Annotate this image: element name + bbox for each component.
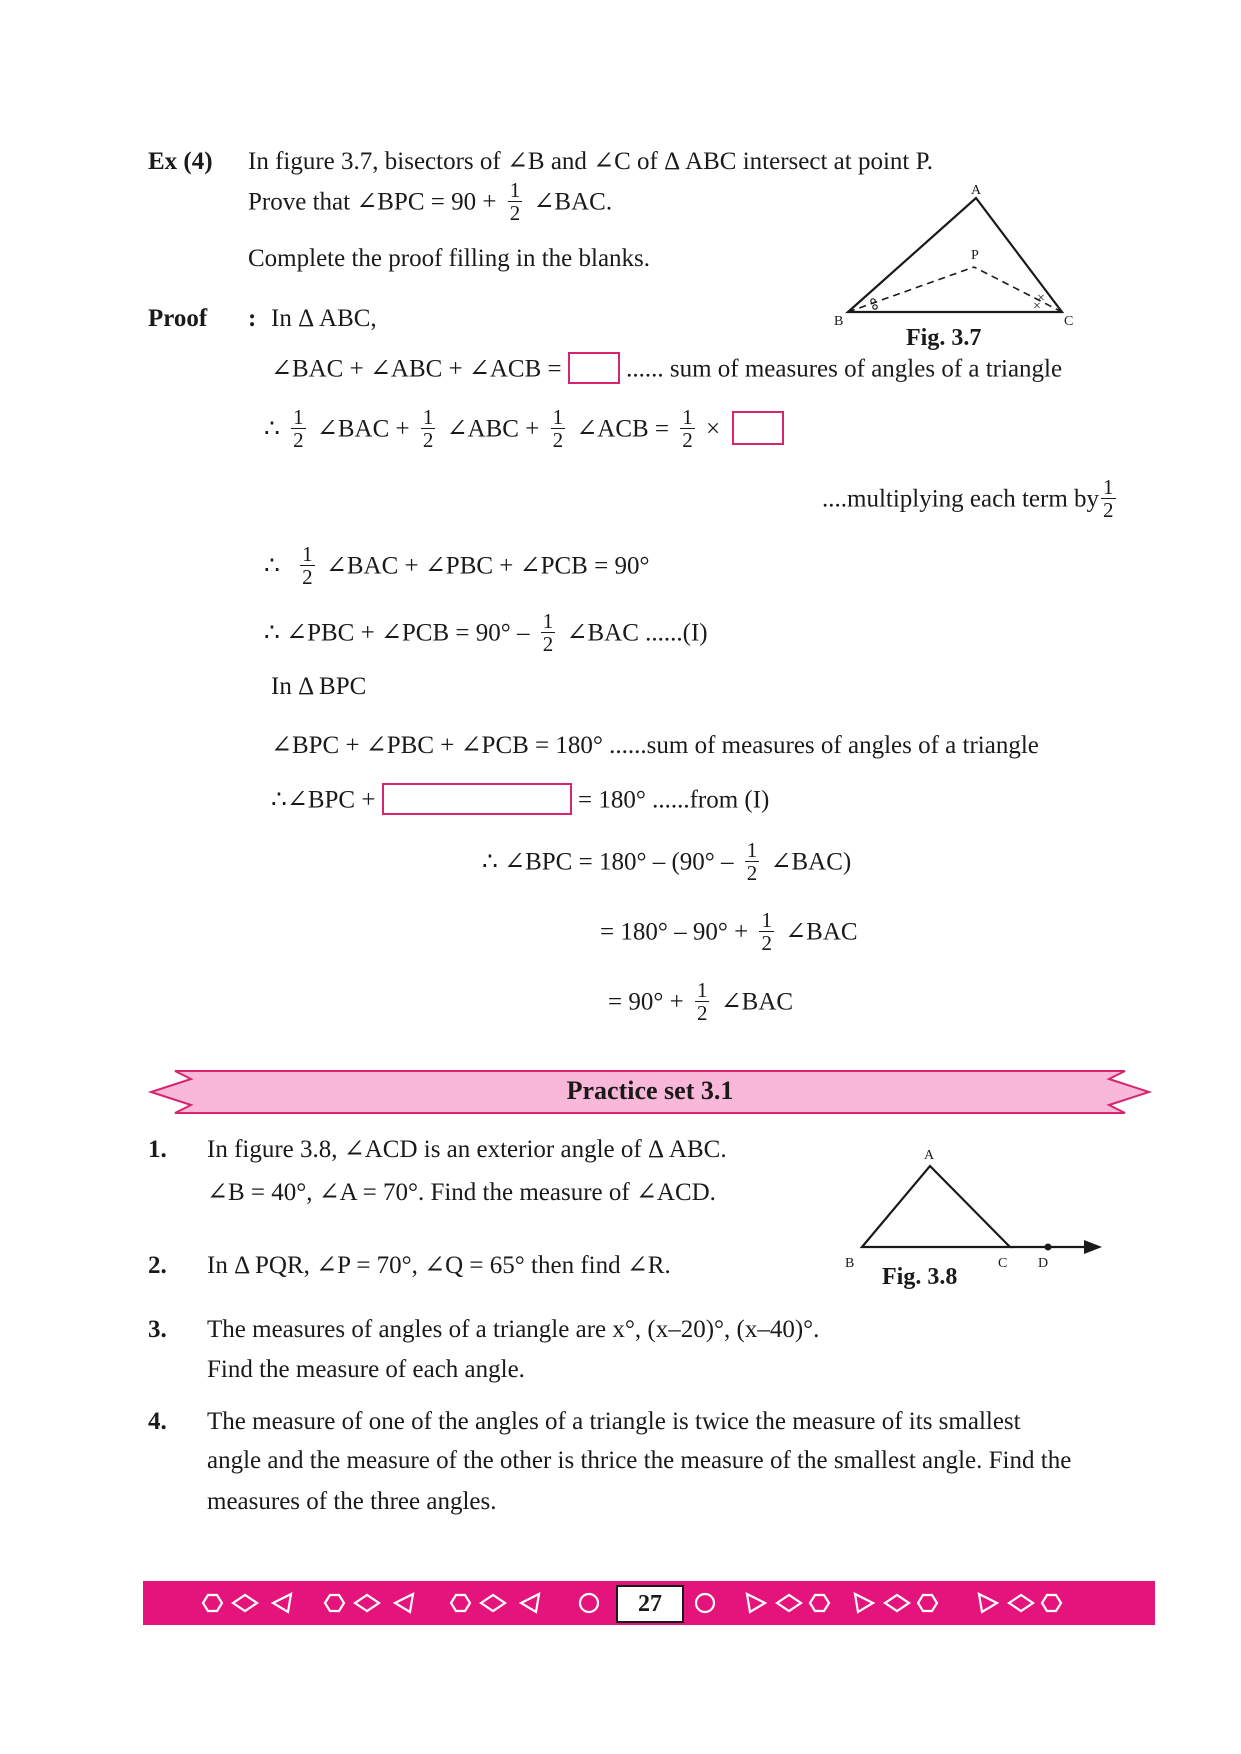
triangle-abc-fig38: [862, 1166, 1010, 1247]
proof-step-5: In Δ BPC: [271, 673, 367, 700]
q4-line-1: The measure of one of the angles of a triangle is twice the measure of its smallest: [207, 1408, 1021, 1435]
step7-text: ∴∠BPC +: [271, 786, 376, 814]
prove-text-end: ∠BAC.: [533, 188, 613, 216]
step2-term-c: ∠ACB =: [576, 415, 670, 443]
step1-reason: ...... sum of measures of angles of a triangle: [626, 355, 1063, 383]
step9-text-end: ∠BAC: [785, 918, 858, 946]
figure-3-8: [840, 1140, 1110, 1280]
fig38-label-d: D: [1038, 1256, 1049, 1271]
q2-number: 2.: [148, 1252, 167, 1279]
step7-text-end: = 180° ......from (I): [577, 786, 770, 814]
fig38-label-b: B: [845, 1256, 855, 1271]
practice-set-title: Practice set 3.1: [566, 1076, 734, 1105]
example-instruction: Complete the proof filling in the blanks.: [248, 245, 651, 272]
proof-step-2-note: ....multiplying each term by $\frac{1}{2}$: [822, 475, 1114, 523]
blank-1[interactable]: [568, 352, 620, 384]
step8-text-end: ∠BAC): [770, 848, 852, 876]
proof-step-1: [271, 355, 1062, 387]
hexagon-icon: [203, 1595, 222, 1611]
hexagon-icon: [451, 1595, 470, 1611]
diamond-icon: [233, 1595, 257, 1611]
step2-term-b: ∠ABC +: [446, 415, 540, 443]
step9-text: = 180° – 90° +: [600, 918, 749, 946]
therefore-symbol: ∴: [264, 415, 280, 443]
triangle-left-icon: [521, 1594, 539, 1612]
proof-step-10: = 90° + $\frac{1}{2}$ ∠BAC: [608, 978, 794, 1026]
step8-text: ∴ ∠BPC = 180° – (90° –: [482, 848, 734, 876]
triangle-right-icon: [747, 1594, 765, 1612]
diamond-icon: [481, 1595, 505, 1611]
q1-line-1: In figure 3.8, ∠ACD is an exterior angle of Δ ABC.: [207, 1136, 727, 1163]
fig37-label-c: C: [1064, 314, 1074, 329]
example-statement: In figure 3.7, bisectors of ∠B and ∠C of Δ ABC intersect at point P.: [248, 148, 933, 175]
angle-mark-b2: [873, 305, 877, 309]
step2-note-text: ....multiplying each term by: [822, 485, 1100, 513]
hexagon-icon: [918, 1595, 937, 1611]
angle-mark-c1: ×: [1037, 291, 1045, 306]
example-label: Ex (4): [148, 148, 213, 175]
circle-icon: [580, 1594, 598, 1612]
diamond-icon: [777, 1595, 801, 1611]
proof-step-2: ∴ $\frac{1}{2}$ ∠BAC + $\frac{1}{2}$ ∠ABC + $\frac{1}{2}$ ∠ACB = $\frac{1}{2}$ ×: [264, 408, 784, 453]
therefore-symbol: ∴: [264, 552, 280, 580]
proof-step-8: ∴ ∠BPC = 180° – (90° – $\frac{1}{2}$ ∠BAC): [482, 838, 852, 886]
page-number: 27: [616, 1585, 684, 1623]
triangle-left-icon: [273, 1594, 291, 1612]
times-symbol: ×: [706, 415, 721, 443]
example-prove-line: [248, 178, 613, 226]
q3-number: 3.: [148, 1316, 167, 1343]
triangle-right-icon: [979, 1594, 997, 1612]
diamond-icon: [885, 1595, 909, 1611]
prove-text: Prove that ∠BPC = 90 +: [248, 188, 497, 216]
fig37-label-b: B: [834, 314, 844, 329]
fig37-caption: Fig. 3.7: [906, 325, 982, 351]
step4-text: ∴ ∠PBC + ∠PCB = 90° –: [264, 619, 530, 647]
q1-number: 1.: [148, 1136, 167, 1163]
proof-step-4: ∴ ∠PBC + ∠PCB = 90° – $\frac{1}{2}$ ∠BAC ......(I): [264, 609, 708, 657]
proof-step-7: [271, 786, 769, 818]
point-d: [1045, 1244, 1052, 1251]
blank-3[interactable]: [382, 783, 572, 815]
proof-step-3: ∴ $\frac{1}{2}$ ∠BAC + ∠PBC + ∠PCB = 90°: [264, 542, 650, 590]
step10-text: = 90° +: [608, 988, 684, 1016]
step1-text: ∠BAC + ∠ABC + ∠ACB =: [271, 355, 562, 383]
angle-mark-c2: ×: [1033, 299, 1041, 314]
hexagon-icon: [810, 1595, 829, 1611]
q4-line-3: measures of the three angles.: [207, 1488, 497, 1515]
triangle-left-icon: [395, 1594, 413, 1612]
fig38-caption: Fig. 3.8: [882, 1264, 958, 1290]
fraction-half: $\frac{1}{2}$: [509, 178, 521, 226]
diamond-icon: [1009, 1595, 1033, 1611]
proof-step-6: ∠BPC + ∠PBC + ∠PCB = 180° ......sum of measures of angles of a triangle: [271, 732, 1039, 759]
proof-intro: In Δ ABC,: [271, 305, 377, 332]
q1-line-2: ∠B = 40°, ∠A = 70°. Find the measure of ∠ACD.: [207, 1179, 716, 1206]
q3-line-2: Find the measure of each angle.: [207, 1356, 525, 1383]
q3-line-1: The measures of angles of a triangle are x°, (x–20)°, (x–40)°.: [207, 1316, 820, 1343]
q2-text: In Δ PQR, ∠P = 70°, ∠Q = 65° then find ∠R.: [207, 1252, 671, 1279]
fig37-label-p: P: [971, 248, 979, 263]
proof-label: Proof: [148, 305, 208, 332]
step4-text-end: ∠BAC ......(I): [566, 619, 708, 647]
diamond-icon: [355, 1595, 379, 1611]
fig38-label-a: A: [924, 1148, 935, 1163]
step3-text: ∠BAC + ∠PBC + ∠PCB = 90°: [325, 552, 650, 580]
arrow-head: [1084, 1240, 1102, 1254]
q4-line-2: angle and the measure of the other is thrice the measure of the smallest angle. Find the: [207, 1447, 1072, 1474]
fig38-label-c: C: [998, 1256, 1008, 1271]
blank-2[interactable]: [732, 411, 784, 445]
step10-text-end: ∠BAC: [720, 988, 794, 1016]
bisector-cp: [974, 267, 1062, 312]
step2-term-a: ∠BAC +: [316, 415, 410, 443]
circle-icon: [696, 1594, 714, 1612]
hexagon-icon: [1042, 1595, 1061, 1611]
bisector-bp: [848, 267, 974, 312]
fig37-label-a: A: [971, 183, 982, 198]
hexagon-icon: [325, 1595, 344, 1611]
q4-number: 4.: [148, 1408, 167, 1435]
proof-step-9: = 180° – 90° + $\frac{1}{2}$ ∠BAC: [600, 908, 858, 956]
triangle-right-icon: [855, 1594, 873, 1612]
proof-colon: :: [248, 305, 257, 332]
